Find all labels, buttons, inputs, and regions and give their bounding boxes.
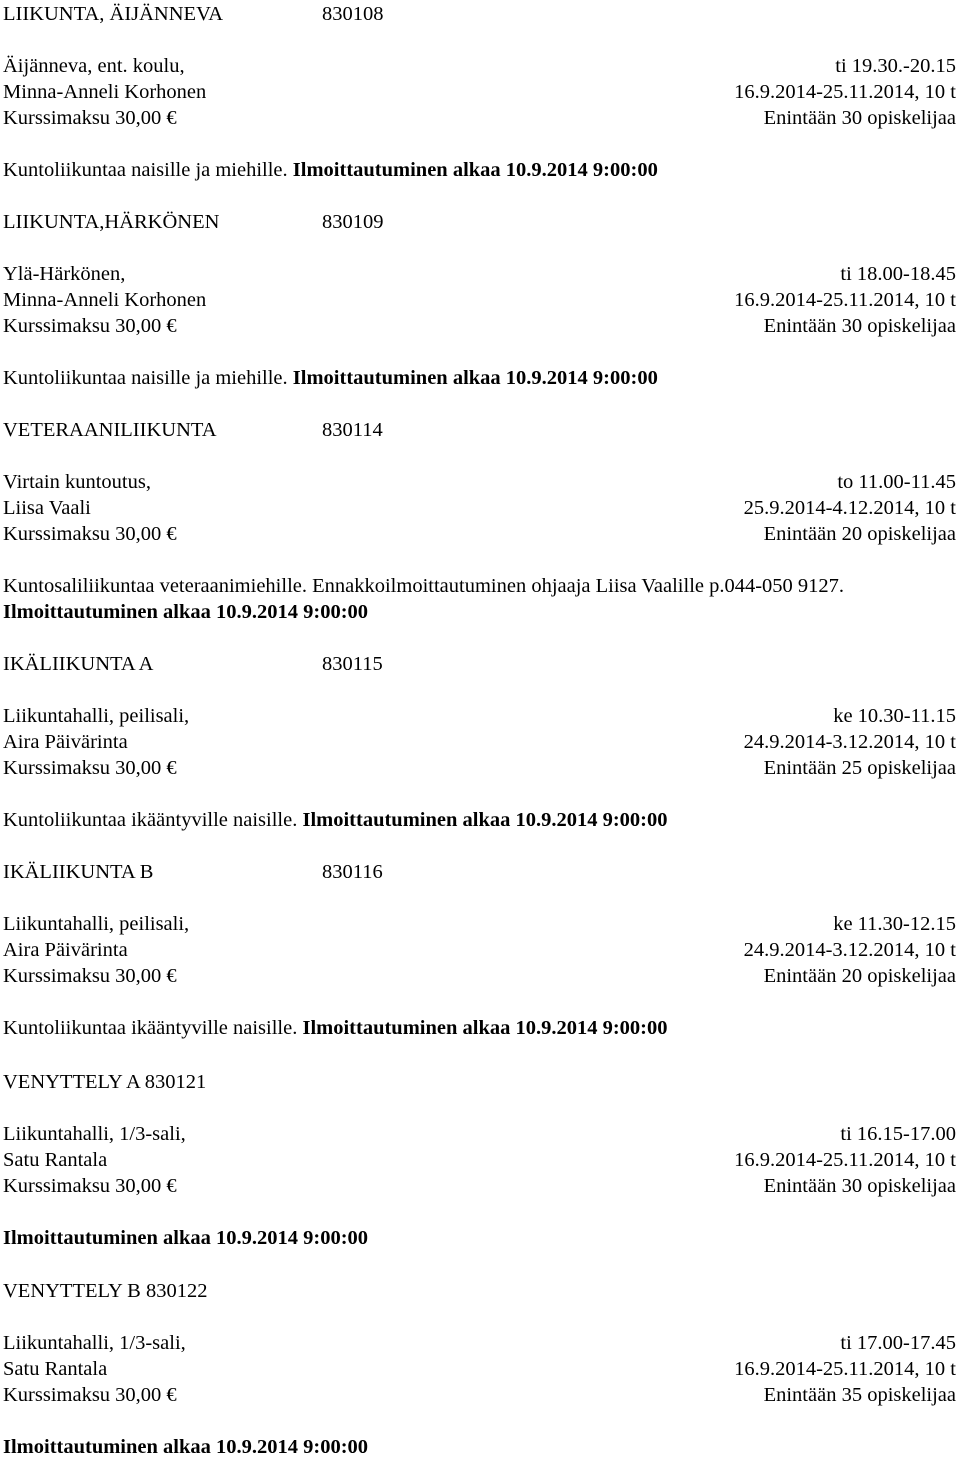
course-time: ti 19.30.-20.15 (835, 55, 956, 77)
registration-info: Ilmoittautuminen alkaa 10.9.2014 9:00:00 (302, 1017, 668, 1039)
course-code: 830109 (322, 211, 384, 233)
course-code: 830116 (322, 861, 383, 883)
course-fee: Kurssimaksu 30,00 € (3, 965, 177, 987)
course-header (3, 651, 956, 677)
registration-info: Ilmoittautuminen alkaa 10.9.2014 9:00:00 (292, 367, 658, 389)
course-teacher: Satu Rantala (3, 1149, 108, 1171)
course-description: Kuntoliikuntaa naisille ja miehille. Ilmoittautuminen alkaa 10.9.2014 9:00:00 (3, 159, 658, 181)
course-dates: 25.9.2014-4.12.2014, 10 t (743, 497, 956, 519)
course-code: 830114 (322, 419, 383, 441)
registration-info: Ilmoittautuminen alkaa 10.9.2014 9:00:00 (3, 601, 369, 623)
course-code: 830115 (322, 653, 383, 675)
course-teacher: Liisa Vaali (3, 497, 91, 519)
course-fee: Kurssimaksu 30,00 € (3, 107, 177, 129)
course-capacity: Enintään 20 opiskelijaa (763, 965, 956, 987)
course-teacher: Minna-Anneli Korhonen (3, 289, 207, 311)
course-location: Ylä-Härkönen, (3, 263, 126, 285)
course-dates: 16.9.2014-25.11.2014, 10 t (734, 289, 956, 311)
course-location: Äijänneva, ent. koulu, (3, 55, 185, 77)
registration-info: Ilmoittautuminen alkaa 10.9.2014 9:00:00 (3, 1436, 369, 1458)
course-fee: Kurssimaksu 30,00 € (3, 523, 177, 545)
course-time: ti 17.00-17.45 (840, 1332, 956, 1354)
course-time: ke 11.30-12.15 (833, 913, 956, 935)
course-header (3, 1069, 956, 1095)
course-title: VENYTTELY B 830122 (3, 1280, 208, 1302)
course-location: Liikuntahalli, 1/3-sali, (3, 1332, 186, 1354)
course-description: Kuntosaliliikuntaa veteraanimiehille. Ennakkoilmoittautuminen ohjaaja Liisa Vaalille p.044-050 9127. (3, 575, 845, 597)
registration-info: Ilmoittautuminen alkaa 10.9.2014 9:00:00 (302, 809, 668, 831)
course-teacher: Minna-Anneli Korhonen (3, 81, 207, 103)
course-description: Kuntoliikuntaa ikääntyville naisille. Ilmoittautuminen alkaa 10.9.2014 9:00:00 (3, 809, 668, 831)
course-dates: 16.9.2014-25.11.2014, 10 t (734, 81, 956, 103)
course-time: ti 18.00-18.45 (840, 263, 956, 285)
course-title: LIIKUNTA, ÄIJÄNNEVA (3, 3, 224, 25)
course-header (3, 209, 956, 235)
course-fee: Kurssimaksu 30,00 € (3, 1175, 177, 1197)
course-dates: 16.9.2014-25.11.2014, 10 t (734, 1149, 956, 1171)
course-code: 830108 (322, 3, 384, 25)
registration-info: Ilmoittautuminen alkaa 10.9.2014 9:00:00 (3, 1227, 369, 1249)
course-time: ke 10.30-11.15 (833, 705, 956, 727)
course-title: LIIKUNTA,HÄRKÖNEN (3, 211, 220, 233)
course-time: to 11.00-11.45 (837, 471, 956, 493)
course-capacity: Enintään 30 opiskelijaa (763, 107, 956, 129)
course-teacher: Satu Rantala (3, 1358, 108, 1380)
course-description: Kuntoliikuntaa naisille ja miehille. Ilmoittautuminen alkaa 10.9.2014 9:00:00 (3, 367, 658, 389)
course-capacity: Enintään 35 opiskelijaa (763, 1384, 956, 1406)
course-capacity: Enintään 20 opiskelijaa (763, 523, 956, 545)
course-capacity: Enintään 30 opiskelijaa (763, 315, 956, 337)
course-fee: Kurssimaksu 30,00 € (3, 315, 177, 337)
course-dates: 16.9.2014-25.11.2014, 10 t (734, 1358, 956, 1380)
registration-info: Ilmoittautuminen alkaa 10.9.2014 9:00:00 (292, 159, 658, 181)
course-location: Virtain kuntoutus, (3, 471, 151, 493)
course-title: IKÄLIIKUNTA B (3, 861, 154, 883)
course-capacity: Enintään 30 opiskelijaa (763, 1175, 956, 1197)
course-capacity: Enintään 25 opiskelijaa (763, 757, 956, 779)
course-header (3, 1278, 956, 1304)
course-fee: Kurssimaksu 30,00 € (3, 1384, 177, 1406)
course-header (3, 417, 956, 443)
course-location: Liikuntahalli, peilisali, (3, 913, 190, 935)
course-location: Liikuntahalli, 1/3-sali, (3, 1123, 186, 1145)
course-teacher: Aira Päivärinta (3, 731, 128, 753)
course-teacher: Aira Päivärinta (3, 939, 128, 961)
course-title: VETERAANILIIKUNTA (3, 419, 217, 441)
course-dates: 24.9.2014-3.12.2014, 10 t (743, 939, 956, 961)
course-fee: Kurssimaksu 30,00 € (3, 757, 177, 779)
course-header (3, 859, 956, 885)
course-time: ti 16.15-17.00 (840, 1123, 956, 1145)
course-dates: 24.9.2014-3.12.2014, 10 t (743, 731, 956, 753)
course-header (3, 1, 956, 27)
course-location: Liikuntahalli, peilisali, (3, 705, 190, 727)
course-title: VENYTTELY A 830121 (3, 1071, 207, 1093)
course-description: Kuntoliikuntaa ikääntyville naisille. Ilmoittautuminen alkaa 10.9.2014 9:00:00 (3, 1017, 668, 1039)
course-title: IKÄLIIKUNTA A (3, 653, 154, 675)
